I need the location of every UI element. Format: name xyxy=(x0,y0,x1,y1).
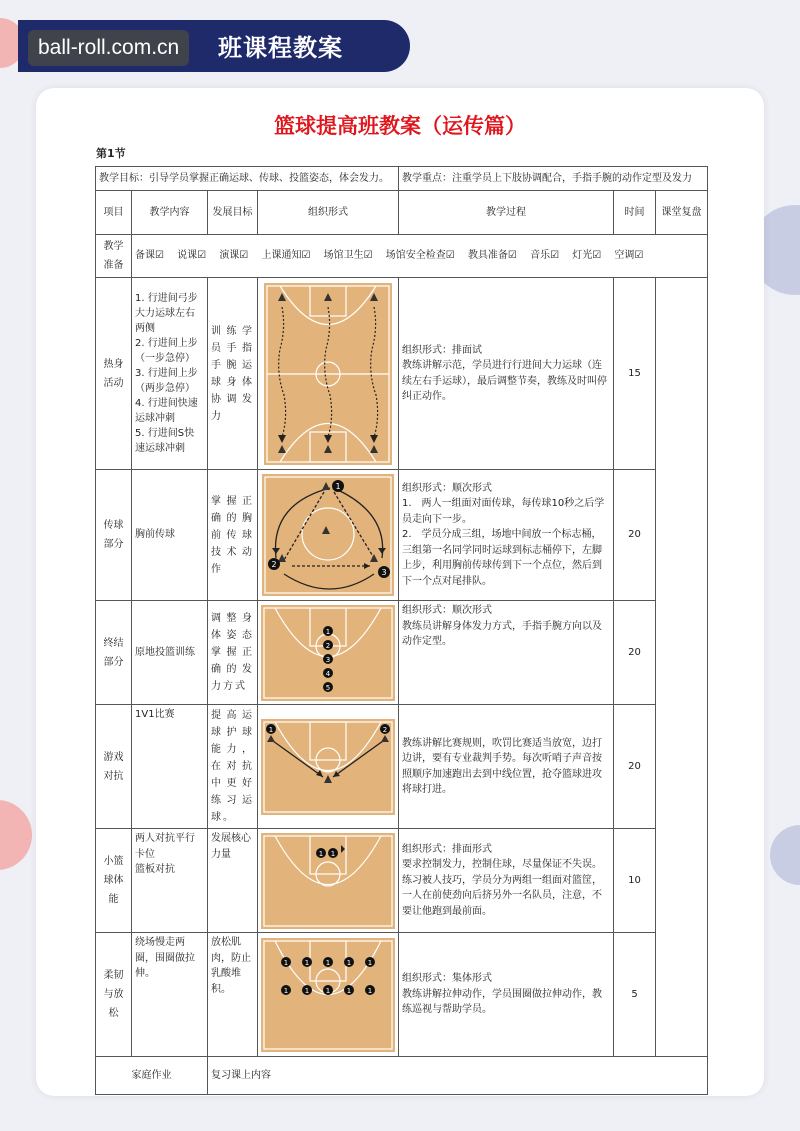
prep-item: 备课☑ xyxy=(135,250,164,262)
process-cell xyxy=(399,601,614,705)
lesson-plan-table xyxy=(95,166,708,1095)
item-cell: 柔韧与放松 xyxy=(96,933,132,1057)
svg-text:2: 2 xyxy=(382,725,388,734)
process-line: 组织形式：排面试 xyxy=(402,344,482,356)
svg-text:5: 5 xyxy=(325,683,331,692)
one-on-one-diagram xyxy=(261,719,395,815)
table-row xyxy=(96,933,708,1057)
svg-text:1: 1 xyxy=(304,958,310,967)
diagram-cell xyxy=(258,278,399,470)
prep-item: 空调☑ xyxy=(614,250,644,262)
prep-item: 上课通知☑ xyxy=(261,250,311,262)
table-row xyxy=(96,705,708,829)
goal-cell: 调整身体姿态掌握正确的发力方式 xyxy=(208,601,258,705)
prep-item: 音乐☑ xyxy=(530,250,560,262)
goal-cell: 训练学员手指手腕运球身体协调发力 xyxy=(208,278,258,470)
svg-text:1: 1 xyxy=(330,849,336,858)
diagram-cell xyxy=(258,601,399,705)
svg-text:1: 1 xyxy=(346,958,352,967)
svg-text:1: 1 xyxy=(325,958,331,967)
col-header: 组织形式 xyxy=(258,191,399,235)
item-cell: 终结部分 xyxy=(96,601,132,705)
content-cell: 胸前传球 xyxy=(132,470,208,601)
svg-text:3: 3 xyxy=(381,568,387,577)
teaching-focus: 教学重点：注重学员上下肢协调配合，手指手腕的动作定型及发力 xyxy=(399,167,708,191)
goal-cell: 放松肌肉，防止乳酸堆积。 xyxy=(208,933,258,1057)
svg-text:1: 1 xyxy=(318,849,324,858)
svg-text:2: 2 xyxy=(271,560,277,569)
content-cell: 1V1比赛 xyxy=(132,705,208,829)
time-cell: 5 xyxy=(614,933,656,1057)
process-cell xyxy=(399,470,614,601)
goal-cell: 发展核心力量 xyxy=(208,829,258,933)
process-line: 组织形式：顺次形式 xyxy=(402,482,492,494)
diagram-cell xyxy=(258,829,399,933)
process-cell xyxy=(399,933,614,1057)
time-cell: 20 xyxy=(614,601,656,705)
svg-text:4: 4 xyxy=(325,669,331,678)
watermark: ball-roll.com.cn xyxy=(28,30,189,66)
diagram-cell xyxy=(258,705,399,829)
process-line: 教练讲解比赛规则，吹罚比赛适当放宽，边打边讲，要有专业裁判手势。每次听哨子声音按照顺序加速跑出去到中线位置，抢夺篮球进攻将球打进。 xyxy=(402,737,602,795)
process-cell xyxy=(399,278,614,470)
process-line: 教练讲解拉伸动作，学员围圈做拉伸动作，教练巡视与帮助学员。 xyxy=(402,988,602,1016)
col-header: 教学过程 xyxy=(399,191,614,235)
prep-item: 教具准备☑ xyxy=(467,250,517,262)
process-line: 组织形式：排面形式 xyxy=(402,843,492,855)
time-cell: 10 xyxy=(614,829,656,933)
process-line: 组织形式：顺次形式 xyxy=(402,605,492,616)
process-line: 组织形式：集体形式 xyxy=(402,973,492,985)
list-item: 4. 行进间快速运球冲刺 xyxy=(135,398,198,424)
svg-text:3: 3 xyxy=(325,655,331,664)
content-cell: 原地投篮训练 xyxy=(132,601,208,705)
col-header: 教学内容 xyxy=(132,191,208,235)
time-cell: 20 xyxy=(614,705,656,829)
col-header: 发展目标 xyxy=(208,191,258,235)
content-cell xyxy=(132,278,208,470)
process-line: 教练员讲解身体发力方式，手指手腕方向以及动作定型。 xyxy=(402,620,602,647)
svg-text:2: 2 xyxy=(325,641,331,650)
svg-text:1: 1 xyxy=(304,986,310,995)
prep-item: 演课☑ xyxy=(219,250,249,262)
time-cell: 15 xyxy=(614,278,656,470)
boxout-drill-diagram xyxy=(261,833,395,929)
homework-label: 家庭作业 xyxy=(96,1057,208,1095)
warmup-drill-diagram xyxy=(264,283,392,465)
col-header: 项目 xyxy=(96,191,132,235)
svg-text:1: 1 xyxy=(346,986,352,995)
process-line: 2. 学员分成三组，场地中间放一个标志桶，三组第一名同学同时运球到标志桶停下，左脚上步，利用胸前传球传到下一个点位，然后到下一个点对尾排队。 xyxy=(402,529,602,587)
decor-circle xyxy=(0,800,32,870)
item-cell: 传球部分 xyxy=(96,470,132,601)
review-cell xyxy=(656,278,708,1057)
table-row xyxy=(96,601,708,705)
item-cell: 热身活动 xyxy=(96,278,132,470)
svg-text:1: 1 xyxy=(283,958,289,967)
item-cell: 小篮球体能 xyxy=(96,829,132,933)
stretch-formation-diagram xyxy=(261,938,395,1052)
svg-text:1: 1 xyxy=(367,958,373,967)
process-cell xyxy=(399,705,614,829)
content-cell: 绕场慢走两圈，围圈做拉伸。 xyxy=(132,933,208,1057)
shooting-drill-diagram xyxy=(261,605,395,701)
svg-text:1: 1 xyxy=(325,627,331,636)
svg-text:1: 1 xyxy=(325,986,331,995)
prep-checklist xyxy=(132,235,708,278)
col-header: 课堂复盘 xyxy=(656,191,708,235)
list-item: 5. 行进间S快速运球冲刺 xyxy=(135,428,195,454)
table-row xyxy=(96,470,708,601)
list-item: 3. 行进间上步（两步急停） xyxy=(135,368,198,394)
page-title: 篮球提高班教案（运传篇） xyxy=(274,114,526,138)
goal-cell: 提高运球护球能力，在对抗中更好练习运球。 xyxy=(208,705,258,829)
diagram-cell xyxy=(258,933,399,1057)
passing-drill-diagram xyxy=(262,474,394,596)
time-cell: 20 xyxy=(614,470,656,601)
prep-item: 场馆卫生☑ xyxy=(323,250,373,262)
prep-item: 说课☑ xyxy=(177,250,207,262)
banner-title: 班课程教案 xyxy=(218,34,343,62)
goal-cell: 掌握正确的胸前传球技术动作 xyxy=(208,470,258,601)
process-line: 1. 两人一组面对面传球，每传球10秒之后学员走向下一步。 xyxy=(402,498,605,525)
list-item: 两人对抗平行卡位 xyxy=(135,833,195,860)
content-cell xyxy=(132,829,208,933)
process-line: 要求控制发力，控制住球，尽量保证不失误。练习被人技巧，学员分为两组一组面对篮筐，一人在前使劲向后挤另外一名队员，注意，不要让他跑到最前面。 xyxy=(402,859,602,917)
table-row xyxy=(96,829,708,933)
list-item: 2. 行进间上步（一步急停） xyxy=(135,338,198,364)
col-header: 时间 xyxy=(614,191,656,235)
prep-item: 场馆安全检查☑ xyxy=(385,250,455,262)
svg-text:1: 1 xyxy=(335,482,341,491)
decor-circle xyxy=(770,825,800,885)
diagram-cell xyxy=(258,470,399,601)
process-cell xyxy=(399,829,614,933)
svg-text:1: 1 xyxy=(367,986,373,995)
homework-text: 复习课上内容 xyxy=(208,1057,708,1095)
process-line: 教练讲解示范，学员进行行进间大力运球（连续左右手运球），最后调整节奏，教练及时叫停纠正动作。 xyxy=(402,360,607,402)
list-item: 1. 行进间弓步大力运球左右两侧 xyxy=(135,293,198,334)
list-item: 篮板对抗 xyxy=(135,864,175,875)
svg-text:1: 1 xyxy=(283,986,289,995)
prep-label: 教学准备 xyxy=(96,235,132,278)
svg-text:1: 1 xyxy=(268,725,274,734)
section-label: 第1节 xyxy=(96,147,126,160)
item-cell: 游戏对抗 xyxy=(96,705,132,829)
teaching-goal: 教学目标：引导学员掌握正确运球、传球、投篮姿态，体会发力。 xyxy=(96,167,399,191)
document-card xyxy=(36,88,764,1096)
table-row xyxy=(96,278,708,470)
prep-item: 灯光☑ xyxy=(572,250,602,262)
